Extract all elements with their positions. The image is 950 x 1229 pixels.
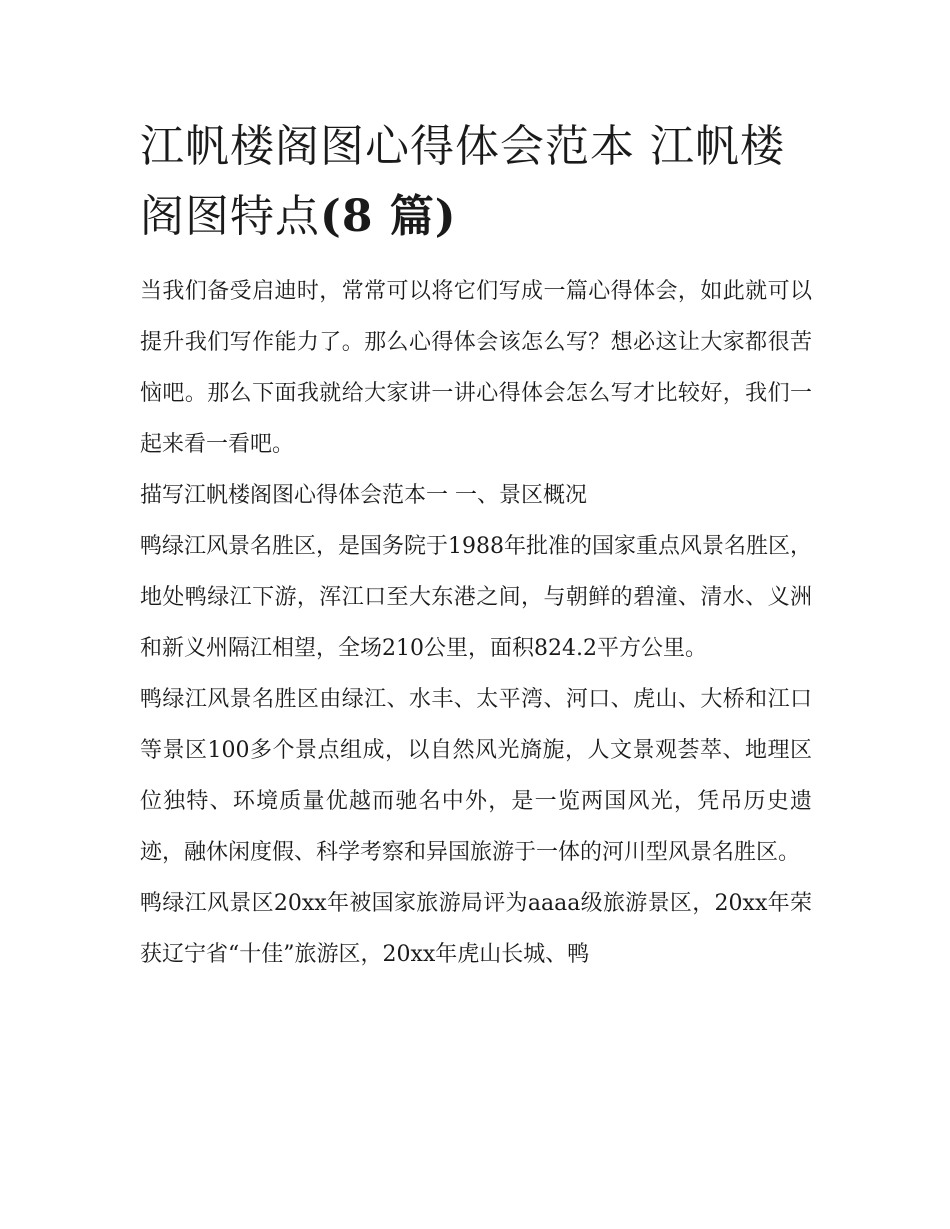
title-main: 江帆楼阁图心得体会范本 江帆楼阁图特点: [140, 121, 785, 242]
body-paragraph: 鸭绿江风景名胜区由绿江、水丰、太平湾、河口、虎山、大桥和江口等景区100多个景点组成，以自然风光旖旎，人文景观荟萃、地理区位独特、环境质量优越而驰名中外，是一览两国风光，凭吊历史遗迹，融休闲度假、科学考察和异国旅游于一体的河川型风景名胜区。: [140, 687, 812, 865]
section-heading: 描写江帆楼阁图心得体会范本一 一、景区概况: [140, 483, 587, 508]
document-page: [140, 112, 812, 980]
title-count: (8 篇): [320, 191, 457, 242]
body-paragraph: 鸭绿江风景区20xx年被国家旅游局评为aaaa级旅游景区，20xx年荣获辽宁省“十佳”旅游区，20xx年虎山长城、鸭: [140, 891, 812, 967]
document-title: [140, 112, 812, 252]
body-paragraph: 鸭绿江风景名胜区，是国务院于1988年批准的国家重点风景名胜区，地处鸭绿江下游，浑江口至大东港之间，与朝鲜的碧潼、清水、义洲和新义州隔江相望，全场210公里，面积824.2平方公里。: [140, 534, 812, 661]
intro-paragraph: 当我们备受启迪时，常常可以将它们写成一篇心得体会，如此就可以提升我们写作能力了。那么心得体会该怎么写？想必这让大家都很苦恼吧。那么下面我就给大家讲一讲心得体会怎么写才比较好，我们一起来看一看吧。: [140, 279, 812, 457]
